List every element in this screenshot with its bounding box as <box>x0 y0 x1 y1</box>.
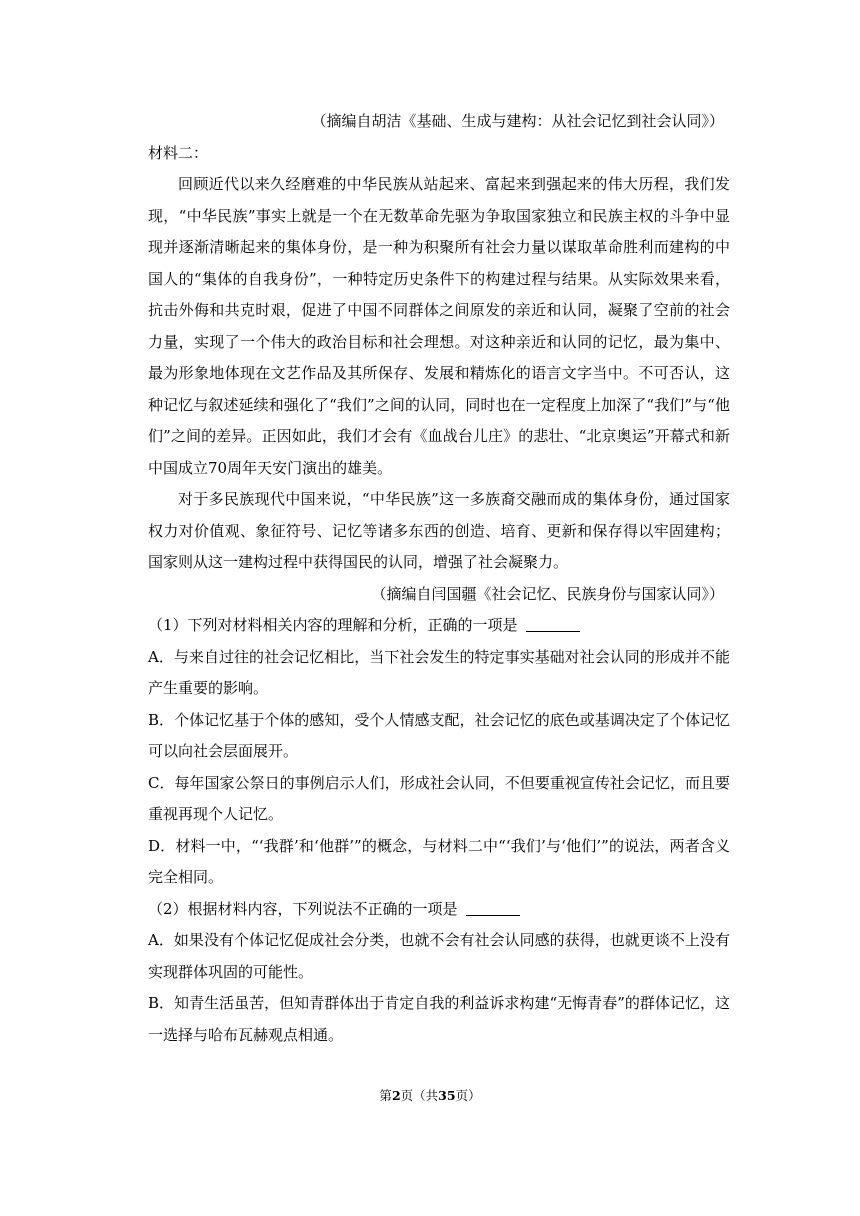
question-1-option-d: D．材料一中，“‘我群’和‘他群’”的概念，与材料二中“‘我们’与‘他们’”的说法，两者含义完全相同。 <box>148 836 730 886</box>
material-2-source: （摘编自闫国疆《社会记忆、民族身份与国家认同》） <box>371 584 724 603</box>
material-2-label: 材料二： <box>148 143 209 162</box>
question-1-option-a: A．与来自过往的社会记忆相比，当下社会发生的特定事实基础对社会认同的形成并不能产生重要的影响。 <box>148 647 730 697</box>
footer-total-pages: 35 <box>438 1088 456 1103</box>
question-1-option-c: C．每年国家公祭日的事例启示人们，形成社会认同，不但要重视宣传社会记忆，而且要重视再现个人记忆。 <box>148 773 730 823</box>
question-2-stem-text: （2）根据材料内容，下列说法不正确的一项是 <box>148 899 458 918</box>
question-1-option-b: B．个体记忆基于个体的感知，受个人情感支配，社会记忆的底色或基调决定了个体记忆可以向社会层面展开。 <box>148 710 730 760</box>
question-2-option-b: B．知青生活虽苦，但知青群体出于肯定自我的利益诉求构建“无悔青春”的群体记忆，这一选择与哈布瓦赫观点相通。 <box>148 994 730 1044</box>
question-2-answer-blank[interactable] <box>466 897 520 916</box>
question-1-stem <box>148 610 730 642</box>
material-2-paragraph-1: 回顾近代以来久经磨难的中华民族从站起来、富起来到强起来的伟大历程，我们发现，“中华民族”事实上就是一个在无数革命先驱为争取国家独立和民族主权的斗争中显现并逐渐清晰起来的集体身份，是一种为积聚所有社会力量以谋取革命胜利而建构的中国人的“集体的自我身份”，一种特定历史条件下的构建过程与结果。从实际效果来看，抗击外侮和共克时艰，促进了中国不同群体之间原发的亲近和认同，凝聚了空前的社会力量，实现了一个伟大的政治目标和社会理想。对这种亲近和认同的记忆，最为集中、最为形象地体现在文艺作品及其所保存、发展和精炼化的语言文字当中。不可否认，这种记忆与叙述延续和强化了“我们”之间的认同，同时也在一定程度上加深了“我们”与“他们”之间的差异。正因如此，我们才会有《血战台儿庄》的悲壮、“北京奥运”开幕式和新中国成立70周年天安门演出的雄美。 <box>148 175 730 477</box>
material-2-paragraph-2: 对于多民族现代中国来说，“中华民族”这一多族裔交融而成的集体身份，通过国家权力对价值观、象征符号、记忆等诸多东西的创造、培育、更新和保存得以牢固建构；国家则从这一建构过程中获得国民的认同，增强了社会凝聚力。 <box>148 490 730 571</box>
footer-page-number: 2 <box>391 1088 401 1103</box>
footer-prefix: 第 <box>379 1088 392 1103</box>
question-2-option-a: A．如果没有个体记忆促成社会分类，也就不会有社会认同感的获得，也就更谈不上没有实现群体巩固的可能性。 <box>148 931 730 981</box>
page-footer <box>0 1086 860 1104</box>
question-1-stem-text: （1）下列对材料相关内容的理解和分析，正确的一项是 <box>148 616 518 634</box>
document-body <box>148 106 730 1051</box>
material-1-source: （摘编自胡洁《基础、生成与建构：从社会记忆到社会认同》） <box>311 112 724 130</box>
question-1-answer-blank[interactable] <box>526 613 580 632</box>
question-2-stem <box>148 894 730 926</box>
footer-middle: 页（共 <box>400 1088 439 1103</box>
footer-suffix: 页） <box>455 1088 481 1103</box>
